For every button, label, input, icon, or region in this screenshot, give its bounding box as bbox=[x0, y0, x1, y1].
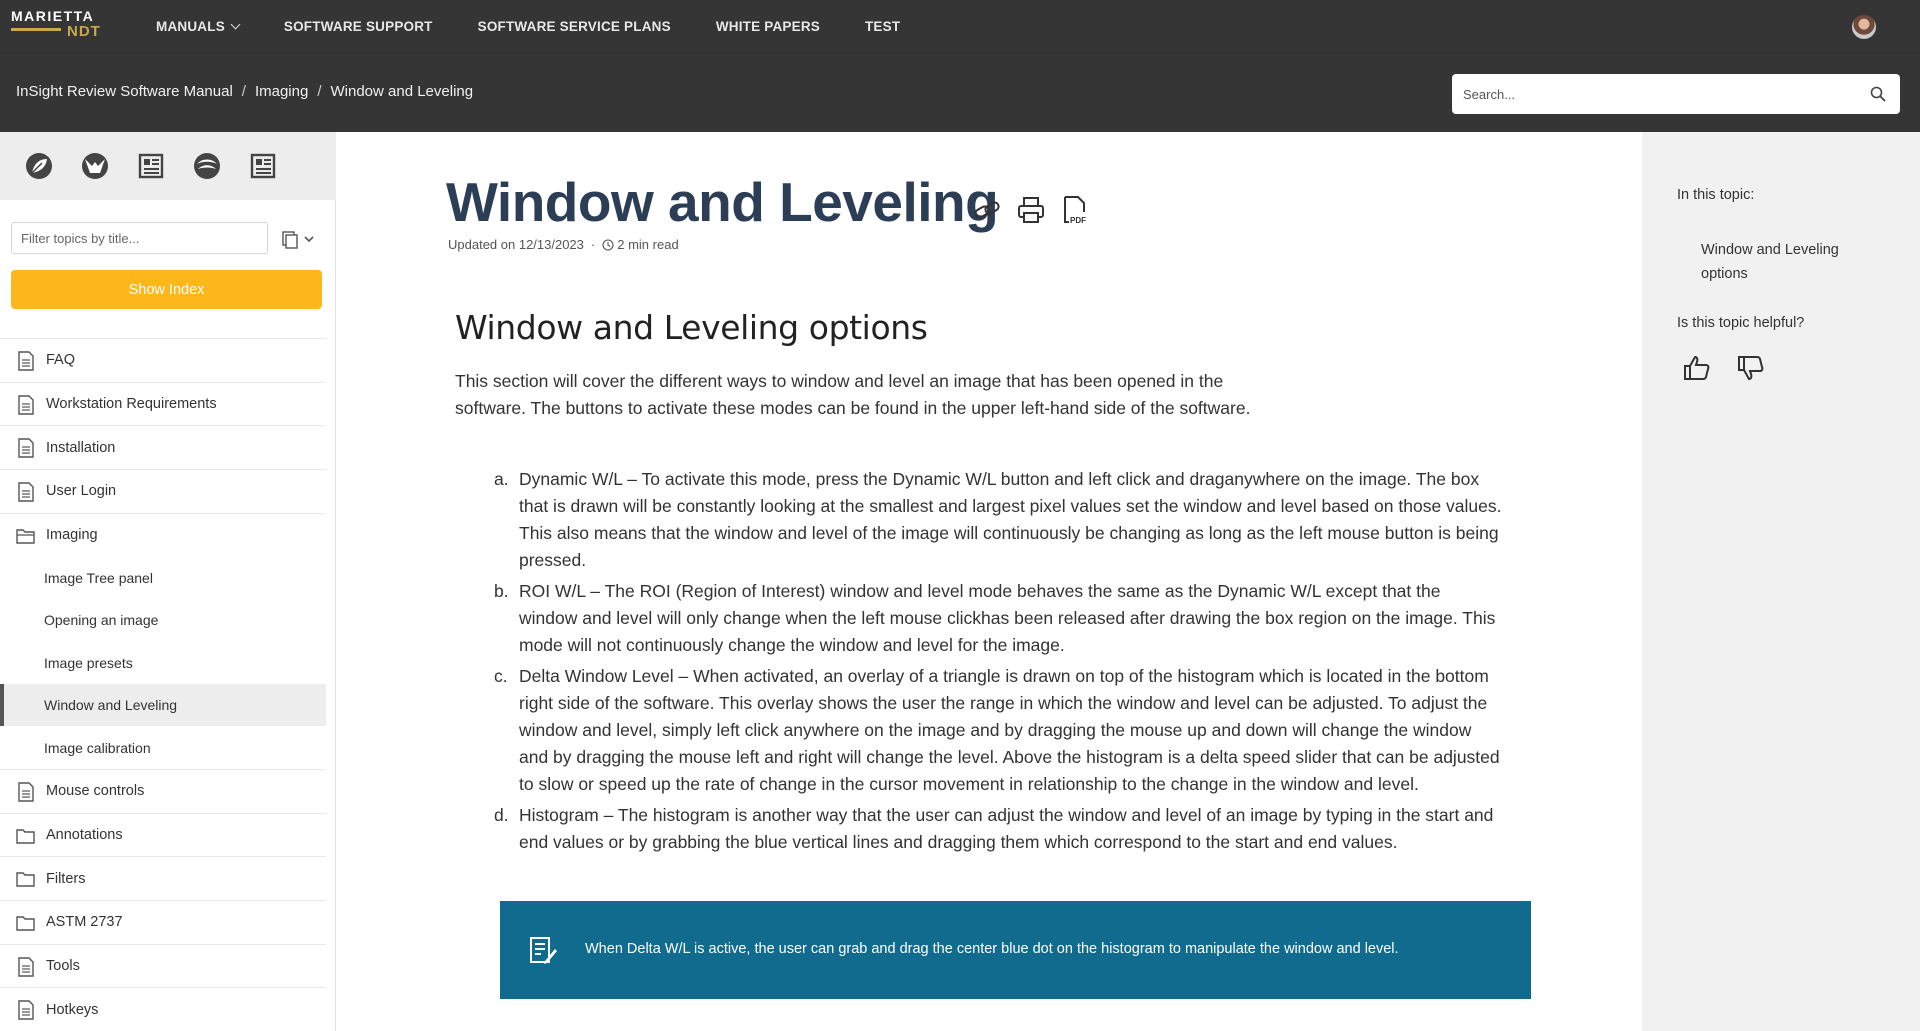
logo-accent-bar bbox=[11, 28, 61, 31]
topic-anchor-link[interactable]: Window and Leveling options bbox=[1701, 242, 1839, 282]
breadcrumb-item-imaging[interactable]: Imaging bbox=[254, 83, 309, 100]
toc-item-installation[interactable] bbox=[0, 425, 326, 469]
toc-item-label: Hotkeys bbox=[46, 1001, 99, 1018]
list-item-text: Histogram – The histogram is another way that the user can adjust the window and level of an image by typing in the start and end values or by grabbing the blue vertical lines and dragging them which correspond to the start and end values. bbox=[519, 805, 1494, 852]
logo-text-marietta: MARIETTA bbox=[11, 8, 95, 24]
search-input[interactable] bbox=[1452, 74, 1852, 114]
document-icon bbox=[17, 438, 35, 458]
nav-manuals[interactable] bbox=[156, 19, 239, 34]
nav-software-service-plans[interactable] bbox=[478, 19, 671, 34]
document-icon bbox=[17, 1000, 35, 1020]
toc-item-user-login[interactable] bbox=[0, 469, 326, 513]
toc-subitem-label: Image Tree panel bbox=[44, 569, 153, 586]
article-content bbox=[336, 132, 1642, 1031]
document-icon bbox=[17, 395, 35, 415]
breadcrumb-bar bbox=[0, 52, 1920, 132]
logo-text-ndt: NDT bbox=[67, 23, 101, 40]
nav-software-support-label: SOFTWARE SUPPORT bbox=[283, 18, 433, 34]
in-this-topic-heading: In this topic: bbox=[1677, 187, 1755, 203]
list-marker: c. bbox=[494, 666, 508, 686]
breadcrumb-separator: / bbox=[241, 83, 246, 100]
list-item-text: Delta Window Level – When activated, an overlay of a triangle is drawn on top of the histogram which is located in the bottom right side of the software. This overlay shows the user the range in which the window and level can be adjusted. To adjust the window and level, simply left click anywhere on the image and by dragging the mouse up and down will change the window and by dragging the mouse left and right will change the level. Above the histogram is a delta speed slider that can be adjusted to slow or speed up the rate of change in the cursor movement in relationship to the change in the window and level. bbox=[519, 666, 1500, 794]
toc-item-tools[interactable] bbox=[0, 944, 326, 988]
article-actions bbox=[971, 194, 1103, 226]
helpful-question: Is this topic helpful? bbox=[1677, 315, 1805, 331]
document-icon bbox=[17, 482, 35, 502]
main-nav bbox=[156, 0, 945, 52]
list-item-text: Dynamic W/L – To activate this mode, press the Dynamic W/L button and left click and draganywhere on the image. The box that is drawn will be constantly looking at the smallest and largest pixel values set the window and level based on those values. This also means that the window and level of the image will continuously be changing as long as the left mouse button is being pressed. bbox=[519, 469, 1502, 570]
intro-paragraph: This section will cover the different ways to window and level an image that has been opened in the software. The buttons to activate these modes can be found in the upper left-hand side of the software. bbox=[455, 371, 1251, 418]
folder-open-icon bbox=[16, 526, 36, 546]
folder-icon bbox=[16, 869, 36, 889]
toc-item-faq[interactable] bbox=[0, 338, 326, 382]
toc-item-label: Workstation Requirements bbox=[46, 396, 217, 413]
chevron-down-icon bbox=[230, 19, 240, 29]
toc-subitem-opening-an-image[interactable] bbox=[0, 599, 326, 642]
toc-item-filters[interactable] bbox=[0, 856, 326, 900]
toc-item-hotkeys[interactable] bbox=[0, 987, 326, 1031]
modes-list bbox=[478, 466, 1502, 860]
breadcrumb-item-manual[interactable]: InSight Review Software Manual bbox=[16, 83, 233, 100]
list-item bbox=[478, 663, 1502, 798]
list-marker: b. bbox=[494, 581, 509, 601]
article-meta bbox=[448, 237, 679, 252]
read-time: 2 min read bbox=[617, 237, 679, 252]
note-text: When Delta W/L is active, the user can grab and drag the center blue dot on the histogram to manipulate the window and level. bbox=[585, 941, 1399, 957]
note-edit-icon bbox=[527, 935, 559, 967]
print-icon[interactable] bbox=[1015, 194, 1047, 226]
toc-item-label: Tools bbox=[46, 958, 80, 975]
toc-item-mouse-controls[interactable] bbox=[0, 769, 326, 813]
toc-item-workstation-requirements[interactable] bbox=[0, 382, 326, 426]
toc-item-label: Filters bbox=[46, 870, 86, 887]
marietta-ndt-logo[interactable] bbox=[11, 8, 111, 40]
thumbs-down-icon[interactable] bbox=[1735, 352, 1767, 384]
list-item bbox=[478, 466, 1502, 574]
meta-separator: · bbox=[590, 237, 596, 252]
toc-item-label: User Login bbox=[46, 483, 117, 500]
pdf-icon[interactable] bbox=[1059, 194, 1091, 226]
clock-icon bbox=[602, 239, 614, 251]
user-avatar[interactable] bbox=[1852, 15, 1876, 39]
show-index-button[interactable]: Show Index bbox=[11, 270, 322, 309]
right-panel bbox=[1642, 132, 1920, 1031]
product-leaf-icon[interactable] bbox=[24, 151, 54, 181]
svg-text:PDF: PDF bbox=[1070, 216, 1086, 225]
manual-book-icon[interactable] bbox=[248, 151, 278, 181]
list-marker: a. bbox=[494, 469, 509, 489]
toc-item-annotations[interactable] bbox=[0, 813, 326, 857]
table-of-contents bbox=[0, 338, 326, 1031]
product-wave-icon[interactable] bbox=[192, 151, 222, 181]
list-item bbox=[478, 578, 1502, 659]
toc-subitem-window-and-leveling[interactable] bbox=[0, 684, 326, 727]
filter-topics-input[interactable] bbox=[12, 223, 267, 253]
page-title: Window and Leveling bbox=[446, 171, 999, 233]
toc-subitem-image-tree-panel[interactable] bbox=[0, 556, 326, 599]
search-box bbox=[1452, 74, 1900, 114]
breadcrumb-separator: / bbox=[317, 83, 322, 100]
document-icon bbox=[17, 957, 35, 977]
toc-subitem-label: Window and Leveling bbox=[44, 697, 178, 714]
toc-item-label: Installation bbox=[46, 439, 116, 456]
top-navigation-bar bbox=[0, 0, 1920, 52]
toc-item-label: Mouse controls bbox=[46, 783, 145, 800]
document-icon bbox=[17, 351, 35, 371]
toc-item-astm-2737[interactable] bbox=[0, 900, 326, 944]
nav-test[interactable] bbox=[865, 19, 900, 34]
toc-item-label: Imaging bbox=[46, 527, 98, 544]
nav-manuals-label: MANUALS bbox=[156, 18, 225, 34]
folder-icon bbox=[16, 913, 36, 933]
section-heading: Window and Leveling options bbox=[455, 308, 928, 347]
nav-white-papers-label: WHITE PAPERS bbox=[715, 18, 820, 34]
list-item bbox=[478, 802, 1502, 856]
toc-subitem-image-calibration[interactable] bbox=[0, 726, 326, 769]
toc-item-label: FAQ bbox=[46, 352, 76, 369]
link-icon[interactable] bbox=[971, 194, 1003, 226]
nav-software-support[interactable] bbox=[284, 19, 433, 34]
note-callout bbox=[500, 901, 1531, 999]
nav-software-service-plans-label: SOFTWARE SERVICE PLANS bbox=[477, 18, 671, 34]
toc-subitem-label: Opening an image bbox=[44, 612, 159, 629]
breadcrumb-item-current[interactable]: Window and Leveling bbox=[330, 83, 474, 100]
toc-display-toggle[interactable] bbox=[280, 229, 320, 249]
left-sidebar bbox=[0, 132, 336, 1031]
list-item-text: ROI W/L – The ROI (Region of Interest) window and level mode behaves the same as the Dynamic W/L except that the window and level will only change when the left mouse clickhas been released after drawing the box region on the image. This mode will not continuously change the window and level for the image. bbox=[519, 581, 1496, 655]
nav-white-papers[interactable] bbox=[716, 19, 820, 34]
manual-switcher-bar bbox=[0, 132, 336, 200]
folder-icon bbox=[16, 826, 36, 846]
filter-topics-field bbox=[11, 222, 268, 254]
product-bird-icon[interactable] bbox=[80, 151, 110, 181]
nav-test-label: TEST bbox=[864, 18, 901, 34]
list-marker: d. bbox=[494, 805, 509, 825]
updated-date: Updated on 12/13/2023 bbox=[448, 237, 584, 252]
toc-item-label: Annotations bbox=[46, 826, 123, 843]
toc-item-imaging[interactable] bbox=[0, 513, 326, 557]
breadcrumb bbox=[16, 83, 473, 100]
search-icon[interactable] bbox=[1870, 86, 1886, 102]
manual-book-icon[interactable] bbox=[136, 151, 166, 181]
toc-subitem-label: Image presets bbox=[44, 654, 133, 671]
toc-subitem-label: Image calibration bbox=[44, 739, 151, 756]
toc-item-label: ASTM 2737 bbox=[46, 914, 123, 931]
thumbs-up-icon[interactable] bbox=[1681, 352, 1713, 384]
document-icon bbox=[17, 782, 35, 802]
toc-subitem-image-presets[interactable] bbox=[0, 641, 326, 684]
